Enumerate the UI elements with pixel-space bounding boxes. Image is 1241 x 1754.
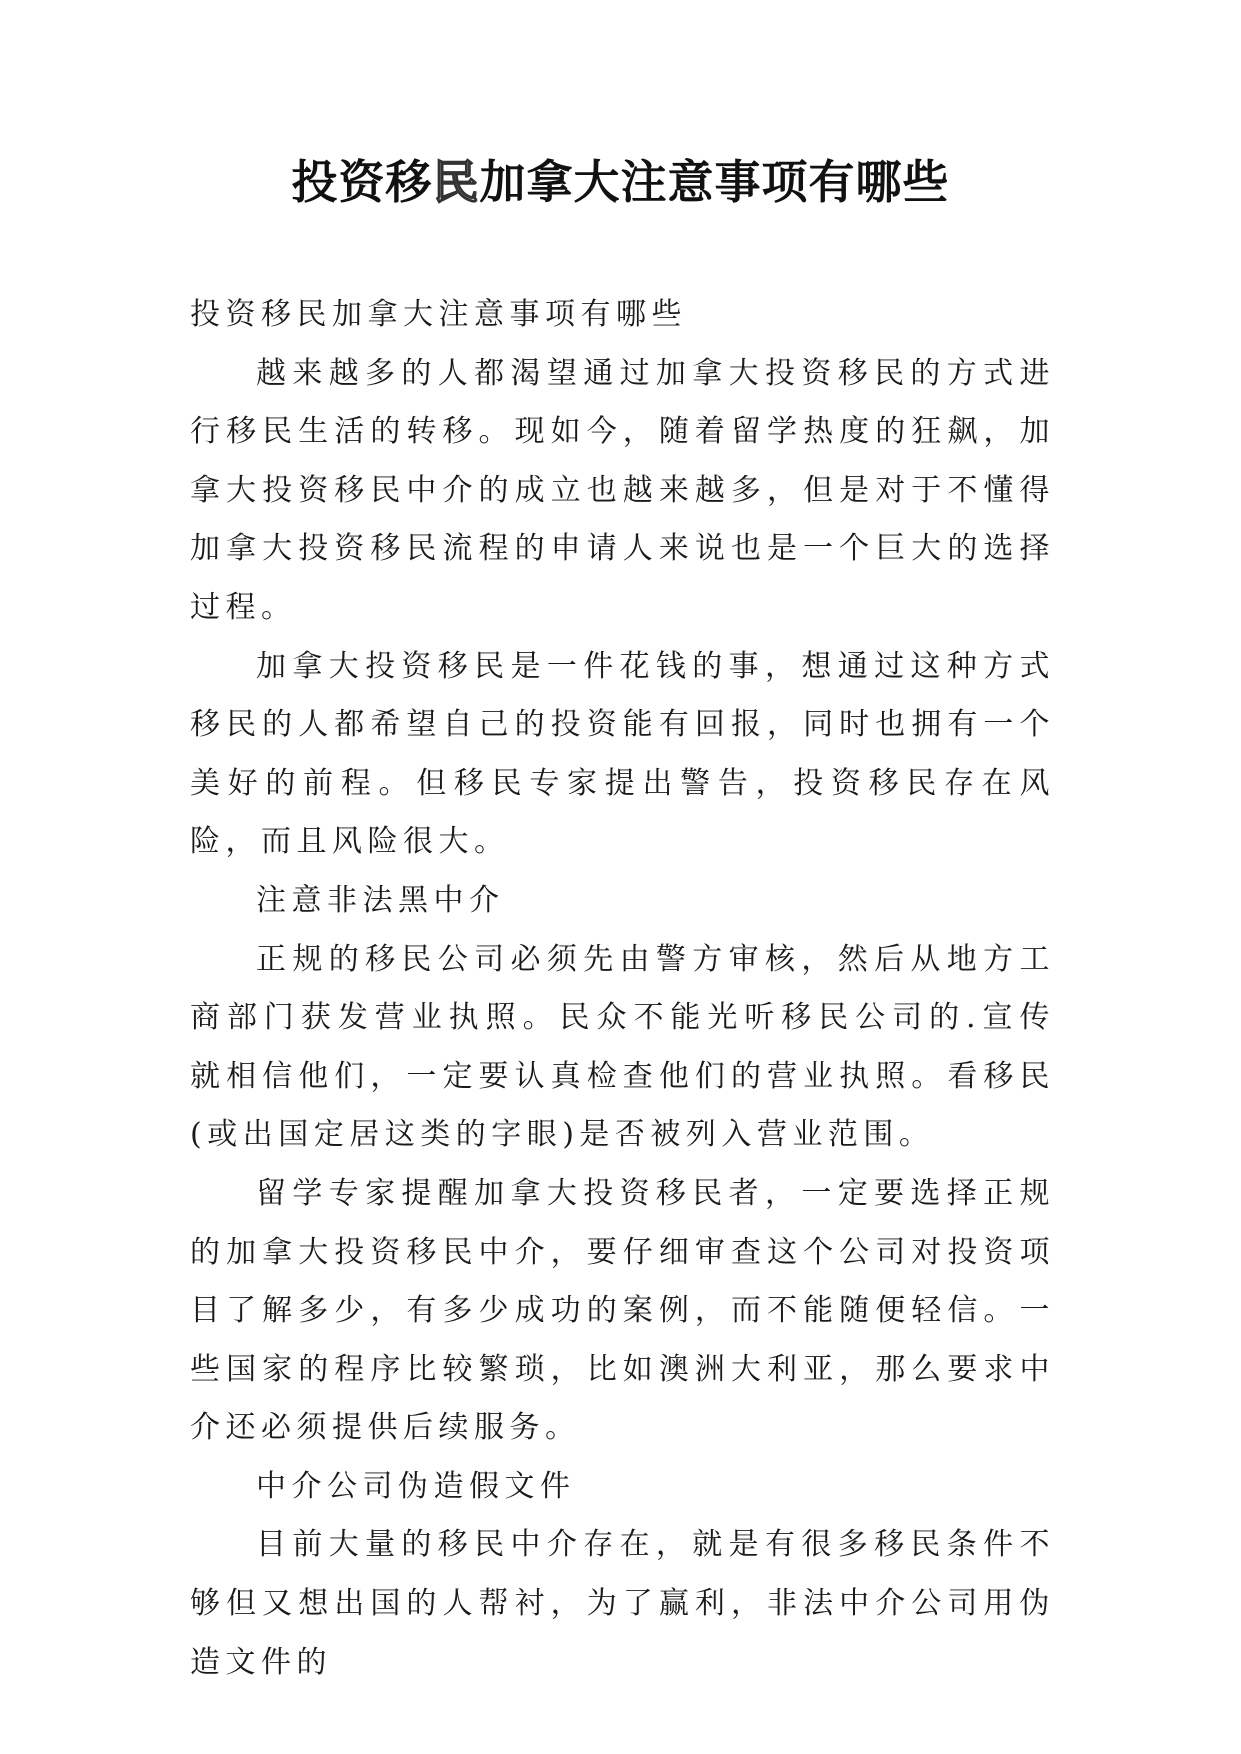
document-title	[0, 150, 1241, 214]
paragraph-expert-advice: 留学专家提醒加拿大投资移民者，一定要选择正规的加拿大投资移民中介，要仔细审查这个公司对投资项目了解多少，有多少成功的案例，而不能随便轻信。一些国家的程序比较繁琐，比如澳洲大利亚，那么要求中介还必须提供后续服务。	[190, 1175, 1055, 1446]
paragraph-intro: 越来越多的人都渴望通过加拿大投资移民的方式进行移民生活的转移。现如今，随着留学热度的狂飙，加拿大投资移民中介的成立也越来越多，但是对于不懂得加拿大投资移民流程的申请人来说也是一个巨大的选择过程。	[190, 355, 1055, 625]
paragraph-forgery: 目前大量的移民中介存在，就是有很多移民条件不够但又想出国的人帮衬，为了赢利，非法中介公司用伪造文件的	[190, 1527, 1055, 1680]
paragraph-licensing: 正规的移民公司必须先由警方审核，然后从地方工商部门获发营业执照。民众不能光听移民公司的.宣传就相信他们，一定要认真检查他们的营业执照。看移民(或出国定居这类的字眼)是否被列入营业范围。	[190, 941, 1055, 1153]
document-body	[190, 286, 1055, 1692]
paragraph-risk: 加拿大投资移民是一件花钱的事，想通过这种方式移民的人都希望自己的投资能有回报，同时也拥有一个美好的前程。但移民专家提出警告，投资移民存在风险，而且风险很大。	[190, 648, 1055, 860]
section-heading-forged-documents: 中介公司伪造假文件	[256, 1468, 576, 1504]
title-part-2: 加拿大注意事项有哪些	[479, 155, 950, 209]
title-outline-char: 民	[432, 155, 480, 209]
subtitle-line: 投资移民加拿大注意事项有哪些	[190, 297, 687, 332]
title-part-1: 投资移	[291, 155, 433, 209]
section-heading-illegal-agents: 注意非法黑中介	[256, 882, 505, 918]
